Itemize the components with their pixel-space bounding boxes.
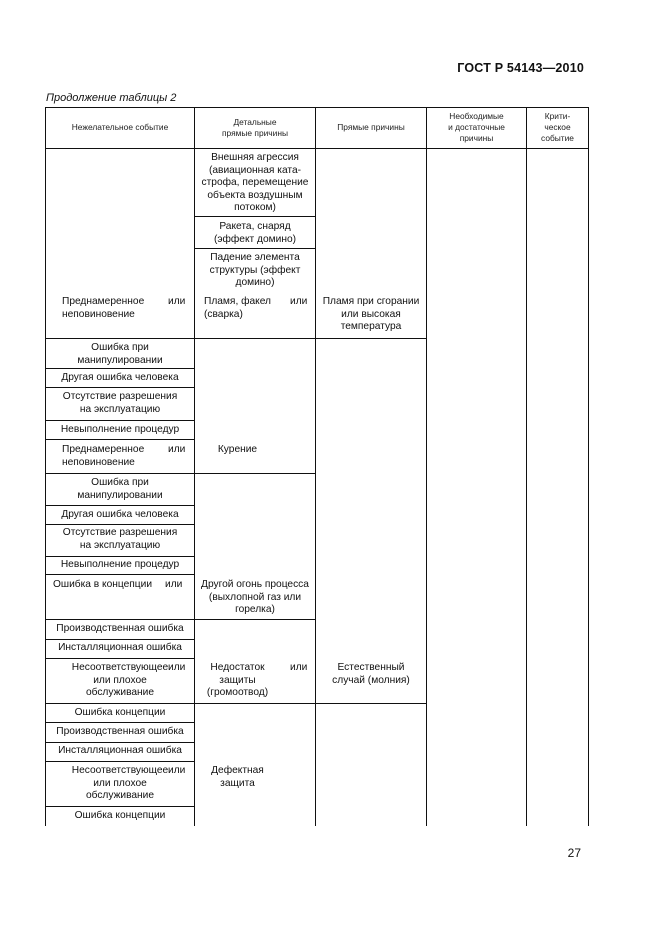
row-divider	[45, 703, 195, 704]
cell-installation-error: Инсталляционная ошибка	[58, 745, 182, 756]
column-header: Прямые причины	[337, 122, 405, 132]
row-divider	[45, 658, 195, 659]
col-divider-4	[526, 107, 527, 826]
row-divider	[45, 574, 195, 575]
cell-procedure-failure: Невыполнение процедур	[60, 559, 180, 570]
cell-production-error: Производственная ошибка	[56, 726, 184, 737]
cell-no-operating-permit: Отсутствие разрешения на эксплуатацию	[62, 391, 178, 415]
row-divider	[194, 703, 427, 704]
column-header: Детальные прямые причины	[222, 117, 288, 138]
cell-other-human-error: Другая ошибка человека	[61, 372, 179, 383]
cell-element-fall: Падение элемента структуры (эффект домино)	[209, 252, 301, 289]
cell-production-error: Производственная ошибка	[56, 623, 184, 634]
cell-natural-event: Естественный случай (молния)	[332, 662, 410, 686]
row-divider	[45, 524, 195, 525]
cell-flame-combustion: Пламя при сгорании или высокая температура	[322, 296, 420, 333]
cell-poor-maintenance: Несоответствующее или плохое обслуживание	[71, 765, 169, 802]
row-divider	[45, 368, 195, 369]
table-border-right	[588, 107, 589, 826]
or-label: или	[168, 765, 186, 776]
row-divider	[45, 338, 195, 339]
row-divider	[194, 216, 316, 217]
row-divider	[45, 556, 195, 557]
row-divider	[194, 619, 316, 620]
cell-no-operating-permit: Отсутствие разрешения на эксплуатацию	[62, 527, 178, 551]
row-divider	[45, 722, 195, 723]
or-label: или	[168, 296, 186, 307]
cell-intentional-disobedience: Преднамеренное неповиновение	[62, 296, 145, 320]
cell-installation-error: Инсталляционная ошибка	[58, 642, 182, 653]
cell-other-process-fire: Другой огонь процесса (выхлопной газ или горелка)	[201, 579, 309, 616]
cell-smoking: Курение	[217, 444, 258, 455]
column-header: Необходимые и достаточные причины	[448, 111, 505, 143]
cell-manipulation-error: Ошибка при манипулировании	[77, 342, 163, 366]
row-divider	[45, 387, 195, 388]
row-divider	[45, 439, 195, 440]
or-label: или	[168, 444, 186, 455]
cell-concept-error-2: Ошибка концепции	[74, 707, 166, 718]
cell-procedure-failure: Невыполнение процедур	[60, 424, 180, 435]
row-divider	[45, 742, 195, 743]
row-divider	[194, 338, 427, 339]
or-label: или	[290, 296, 308, 307]
cell-manipulation-error: Ошибка при манипулировании	[77, 477, 163, 501]
row-divider	[194, 248, 316, 249]
row-divider	[45, 639, 195, 640]
row-divider	[45, 806, 195, 807]
cell-flame-welding: Пламя, факел (сварка)	[204, 296, 272, 320]
row-divider	[194, 473, 316, 474]
table-header-bottom	[45, 148, 589, 149]
document-code: ГОСТ Р 54143—2010	[457, 61, 584, 75]
cell-other-human-error: Другая ошибка человека	[61, 509, 179, 520]
row-divider	[45, 420, 195, 421]
or-label: или	[168, 662, 186, 673]
cell-intentional-disobedience: Преднамеренное неповиновение	[62, 444, 145, 468]
cell-poor-maintenance: Несоответствующее или плохое обслуживание	[71, 662, 169, 699]
col-divider-3	[426, 107, 427, 826]
cell-external-aggression: Внешняя агрессия (авиационная ката- строфа, перемещение объекта воздушным потоком)	[201, 152, 309, 214]
row-divider	[45, 505, 195, 506]
cell-missile: Ракета, снаряд (эффект домино)	[213, 221, 297, 245]
cell-concept-error-2: Ошибка концепции	[74, 810, 166, 821]
or-label: или	[165, 579, 183, 590]
page-number: 27	[567, 846, 581, 860]
cell-defective-protection: Дефектная защита	[211, 765, 264, 789]
column-header: Крити- ческое событие	[541, 111, 574, 143]
cell-concept-error: Ошибка в концепции	[53, 579, 153, 590]
table-border-top	[45, 107, 589, 108]
row-divider	[45, 619, 195, 620]
table-continuation-caption: Продолжение таблицы 2	[46, 92, 177, 104]
row-divider	[45, 761, 195, 762]
cell-lack-of-protection: Недостаток защиты (громоотвод)	[206, 662, 269, 699]
col-divider-2	[315, 107, 316, 826]
or-label: или	[290, 662, 308, 673]
column-header: Нежелательное событие	[71, 122, 169, 132]
row-divider	[45, 473, 195, 474]
